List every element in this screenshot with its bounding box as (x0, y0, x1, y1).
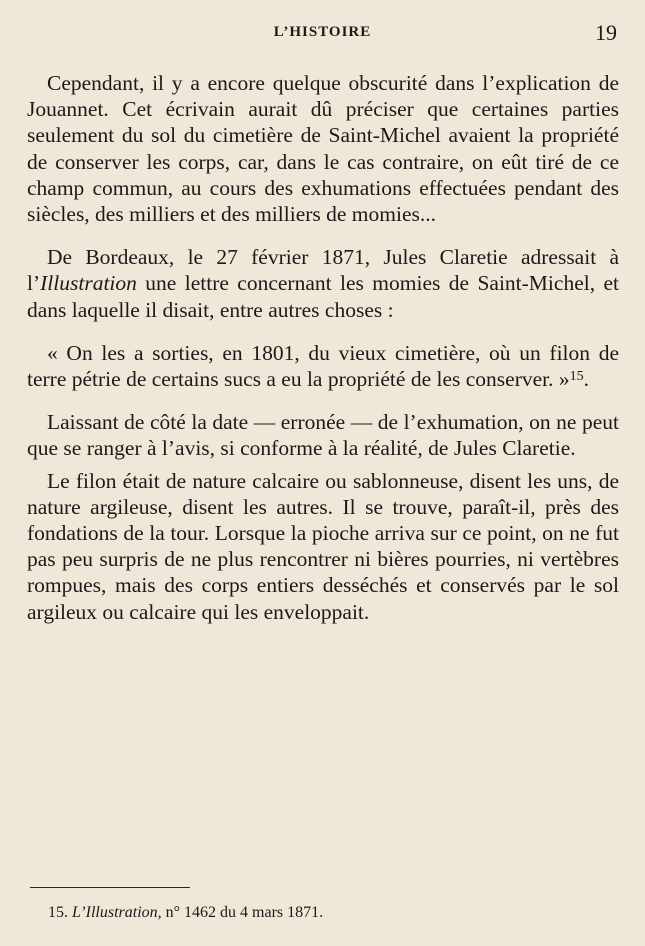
running-head (0, 20, 645, 48)
footnote-details: n° 1462 du 4 mars 1871. (165, 904, 324, 921)
quotation-end: . (583, 367, 589, 392)
body-text (27, 70, 619, 625)
paragraph-2-text-a: De Bordeaux, le 27 février 1871, Jules Claretie adressait à l’ (27, 245, 619, 296)
page-number: 19 (595, 20, 617, 45)
quotation-text: « On les a sorties, en 1801, du vieux cimetière, où un filon de terre pétrie de certains sucs a eu la propriété de les conserver. » (27, 340, 619, 392)
paragraph-2 (27, 244, 619, 323)
paragraph-5: Le filon était de nature calcaire ou sablonneuse, disent les uns, de nature argileuse, disent les autres. Il se trouve, paraît-il, près des fondations de la tour. Lorsque la pioche arriva sur ce point, on ne fut pas peu surpris de ne plus rencontrer ni bières pourries, ni vertèbres rompues, mais des corps entiers desséchés et conservés par le sol argileux ou calcaire qui les enveloppait. (27, 468, 619, 624)
footnote-reference: 15 (569, 369, 584, 385)
paragraph-4: Laissant de côté la date — erronée — de l’exhumation, on ne peut que se ranger à l’avis, si conforme à la réalité, de Jules Claretie. (27, 410, 619, 461)
paragraph-1: Cependant, il y a encore quelque obscurité dans l’explication de Jouannet. Cet écrivain aurait dû préciser que certaines parties seulement du sol du cimetière de Saint-Michel avaient la propriété de conserver les corps, car, dans le cas contraire, on eût tiré de ce champ commun, au cours des exhumations effectuées pendant des siècles, des milliers et des milliers de momies... (27, 71, 619, 227)
footnote-divider (30, 887, 190, 888)
quotation (27, 340, 619, 392)
footnote (48, 904, 323, 922)
footnote-source-title: L’Illustration, (72, 904, 162, 921)
running-title: L’HISTOIRE (273, 24, 372, 40)
footnote-number: 15. (48, 904, 68, 921)
paragraph-2-text-b: une lettre concernant les momies de Saint-Michel, et dans laquelle il disait, entre autres choses : (27, 271, 619, 322)
paragraph-2-italic-title: Illustration (40, 271, 137, 296)
